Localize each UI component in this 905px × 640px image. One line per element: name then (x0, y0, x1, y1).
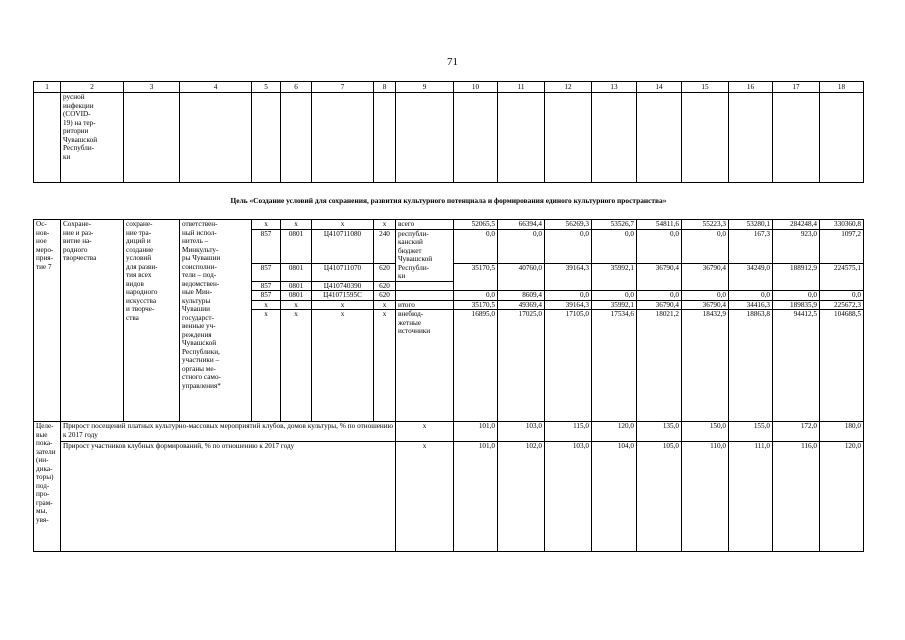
indicator-row (34, 422, 864, 442)
cell-value: 35170,5 (454, 300, 498, 310)
cell-source (396, 281, 454, 291)
cell-vr: 620 (374, 291, 396, 301)
cell-rzpr: х (281, 220, 312, 230)
col-number: 12 (545, 82, 592, 93)
cell-value: 330360,8 (820, 220, 864, 230)
cell-source-republic: республи- канский бюджет Чувашской Республи- ки (396, 229, 454, 281)
cell-value: 18021,2 (637, 310, 682, 422)
cell-value: 224575,1 (820, 263, 864, 291)
indicator-value: 101,0 (454, 442, 498, 552)
cell-value: 18863,8 (729, 310, 773, 422)
program-table (33, 81, 864, 552)
column-number-row (34, 82, 864, 93)
cell-value: 0,0 (545, 291, 592, 301)
cell-grbs: х (252, 220, 281, 230)
indicator-value: 105,0 (637, 442, 682, 552)
cell-value: 284248,4 (773, 220, 820, 230)
cell-vr: х (374, 220, 396, 230)
indicator-value: 103,0 (545, 442, 592, 552)
cell-grbs: х (252, 310, 281, 422)
event-task: сохране- ние тра- диций и создание условий для разви- тия всех видов народного искусства и творче- ства (124, 220, 180, 422)
cell-value: 36790,4 (682, 300, 729, 310)
cell-value: 36790,4 (637, 300, 682, 310)
cell-grbs: 857 (252, 229, 281, 263)
cell-value: 188912,9 (773, 263, 820, 291)
col-number: 17 (773, 82, 820, 93)
cell-rzpr: х (281, 300, 312, 310)
cell-value: 0,0 (729, 291, 773, 301)
col-number: 13 (592, 82, 637, 93)
cell-value: 16895,0 (454, 310, 498, 422)
indicator-value: 135,0 (637, 422, 682, 442)
cell-csr: х (312, 300, 374, 310)
page-number: 71 (447, 56, 458, 68)
col-number: 16 (729, 82, 773, 93)
cell-csr: Ц41071595С (312, 291, 374, 301)
event-type: Ос- нов- ное меро- прия- тие 7 (34, 220, 61, 422)
indicator-value: 110,0 (682, 442, 729, 552)
indicator-value: 103,0 (498, 422, 545, 442)
indicator-value: 111,0 (729, 442, 773, 552)
cell-value: 167,3 (729, 229, 773, 263)
cell-value: 0,0 (637, 291, 682, 301)
col-number: 9 (396, 82, 454, 93)
indicator-value: 120,0 (820, 442, 864, 552)
indicator-value: 155,0 (729, 422, 773, 442)
cell-value: 0,0 (773, 291, 820, 301)
col-number: 1 (34, 82, 61, 93)
cell-value: 0,0 (454, 291, 498, 301)
cell-vr: х (374, 310, 396, 422)
cell-rzpr: х (281, 310, 312, 422)
cell-value: 17105,0 (545, 310, 592, 422)
continuation-text: русной инфекции (COVID- 19) на тер- ритории Чувашской Республи- ки (61, 93, 124, 183)
cell-value: 56269,3 (545, 220, 592, 230)
indicators-label: Целе- вые пока- затели (ин- дика- торы) под- про- грам- мы, увя- (34, 422, 61, 552)
cell-csr: Ц410711070 (312, 263, 374, 281)
cell-rzpr: 0801 (281, 281, 312, 291)
indicator-row (34, 442, 864, 552)
indicator-unit: х (396, 442, 454, 552)
col-number: 8 (374, 82, 396, 93)
indicator-value: 120,0 (592, 422, 637, 442)
cell-value: 35992,1 (592, 263, 637, 291)
cell-grbs: 857 (252, 281, 281, 291)
cell-source: всего (396, 220, 454, 230)
col-number: 15 (682, 82, 729, 93)
cell-value: 0,0 (592, 229, 637, 263)
cell-value: 53280,1 (729, 220, 773, 230)
cell-value: 0,0 (637, 229, 682, 263)
cell-value: 52065,5 (454, 220, 498, 230)
indicator-value: 150,0 (682, 422, 729, 442)
indicator-value: 116,0 (773, 442, 820, 552)
cell-value: 39164,3 (545, 263, 592, 291)
cell-vr: 620 (374, 281, 396, 291)
col-number: 11 (498, 82, 545, 93)
cell-value: 53526,7 (592, 220, 637, 230)
event-row-total (34, 220, 864, 230)
indicator-text: Прирост посещений платных культурно-массовых мероприятий клубов, домов культуры, % по отношению к 2017 году (61, 422, 396, 442)
cell-value: 104688,5 (820, 310, 864, 422)
col-number: 10 (454, 82, 498, 93)
cell-value: 0,0 (682, 229, 729, 263)
cell-value: 35992,1 (592, 300, 637, 310)
cell-value: 0,0 (498, 229, 545, 263)
cell-value: 18432,9 (682, 310, 729, 422)
cell-value: 36790,4 (637, 263, 682, 291)
event-title: Сохране- ние и раз- витие на- родного творчества (61, 220, 124, 422)
indicator-value: 102,0 (498, 442, 545, 552)
indicator-value: 115,0 (545, 422, 592, 442)
cell-csr: Ц410711080 (312, 229, 374, 263)
col-number: 7 (312, 82, 374, 93)
cell-rzpr: 0801 (281, 229, 312, 263)
cell-value: 35170,5 (454, 263, 498, 291)
cell-value: 40760,0 (498, 263, 545, 291)
cell-rzpr: 0801 (281, 291, 312, 301)
cell-value: 225672,3 (820, 300, 864, 310)
cell-value: 17025,0 (498, 310, 545, 422)
indicator-value: 180,0 (820, 422, 864, 442)
continuation-row (34, 93, 864, 183)
cell-value: 8609,4 (498, 291, 545, 301)
cell-value: 54811,6 (637, 220, 682, 230)
cell-value: 94412,5 (773, 310, 820, 422)
cell-vr: х (374, 300, 396, 310)
cell-value: 189835,9 (773, 300, 820, 310)
col-number: 5 (252, 82, 281, 93)
cell-grbs: х (252, 300, 281, 310)
cell-grbs: 857 (252, 291, 281, 301)
cell-csr: Ц410740390 (312, 281, 374, 291)
cell-rzpr: 0801 (281, 263, 312, 281)
cell-value: 923,0 (773, 229, 820, 263)
col-number: 2 (61, 82, 124, 93)
col-number: 3 (124, 82, 180, 93)
cell-value: 55223,3 (682, 220, 729, 230)
cell-source: итого (396, 300, 454, 310)
cell-value: 49369,4 (498, 300, 545, 310)
col-number: 4 (180, 82, 252, 93)
col-number: 6 (281, 82, 312, 93)
indicator-text: Прирост участников клубных формирований, % по отношению к 2017 году (61, 442, 396, 552)
cell-vr: 240 (374, 229, 396, 263)
cell-value: 34249,0 (729, 263, 773, 291)
cell-value: 34416,3 (729, 300, 773, 310)
goal-title: Цель «Создание условий для сохранения, развития культурного потенциала и формирования единого культурного пространства» (34, 183, 864, 220)
cell-value: 0,0 (682, 291, 729, 301)
cell-value: 17534,6 (592, 310, 637, 422)
indicator-value: 104,0 (592, 442, 637, 552)
cell-value: 0,0 (545, 229, 592, 263)
cell-value: 0,0 (592, 291, 637, 301)
goal-row (34, 183, 864, 220)
cell-vr: 620 (374, 263, 396, 281)
cell-value: 66394,4 (498, 220, 545, 230)
cell-csr: х (312, 310, 374, 422)
cell-source (396, 291, 454, 301)
cell-value: 0,0 (820, 291, 864, 301)
cell-value: 39164,3 (545, 300, 592, 310)
col-number: 18 (820, 82, 864, 93)
cell-value: 36790,4 (682, 263, 729, 291)
indicator-value: 101,0 (454, 422, 498, 442)
col-number: 14 (637, 82, 682, 93)
cell-value: 0,0 (454, 229, 498, 263)
indicator-unit: х (396, 422, 454, 442)
cell-csr: х (312, 220, 374, 230)
event-executors: ответствен- ный испол- нитель – Минкульту- ры Чувашии соисполни- тели – под- ведомствен- ные Мин- культуры Чувашии государст- венные уч- реждения Чувашской Республики, участники – органы ме- стного само- управления* (180, 220, 252, 422)
cell-source-offbudget: внебюд- жетные источники (396, 310, 454, 422)
cell-value: 1097,2 (820, 229, 864, 263)
indicator-value: 172,0 (773, 422, 820, 442)
cell-grbs: 857 (252, 263, 281, 281)
